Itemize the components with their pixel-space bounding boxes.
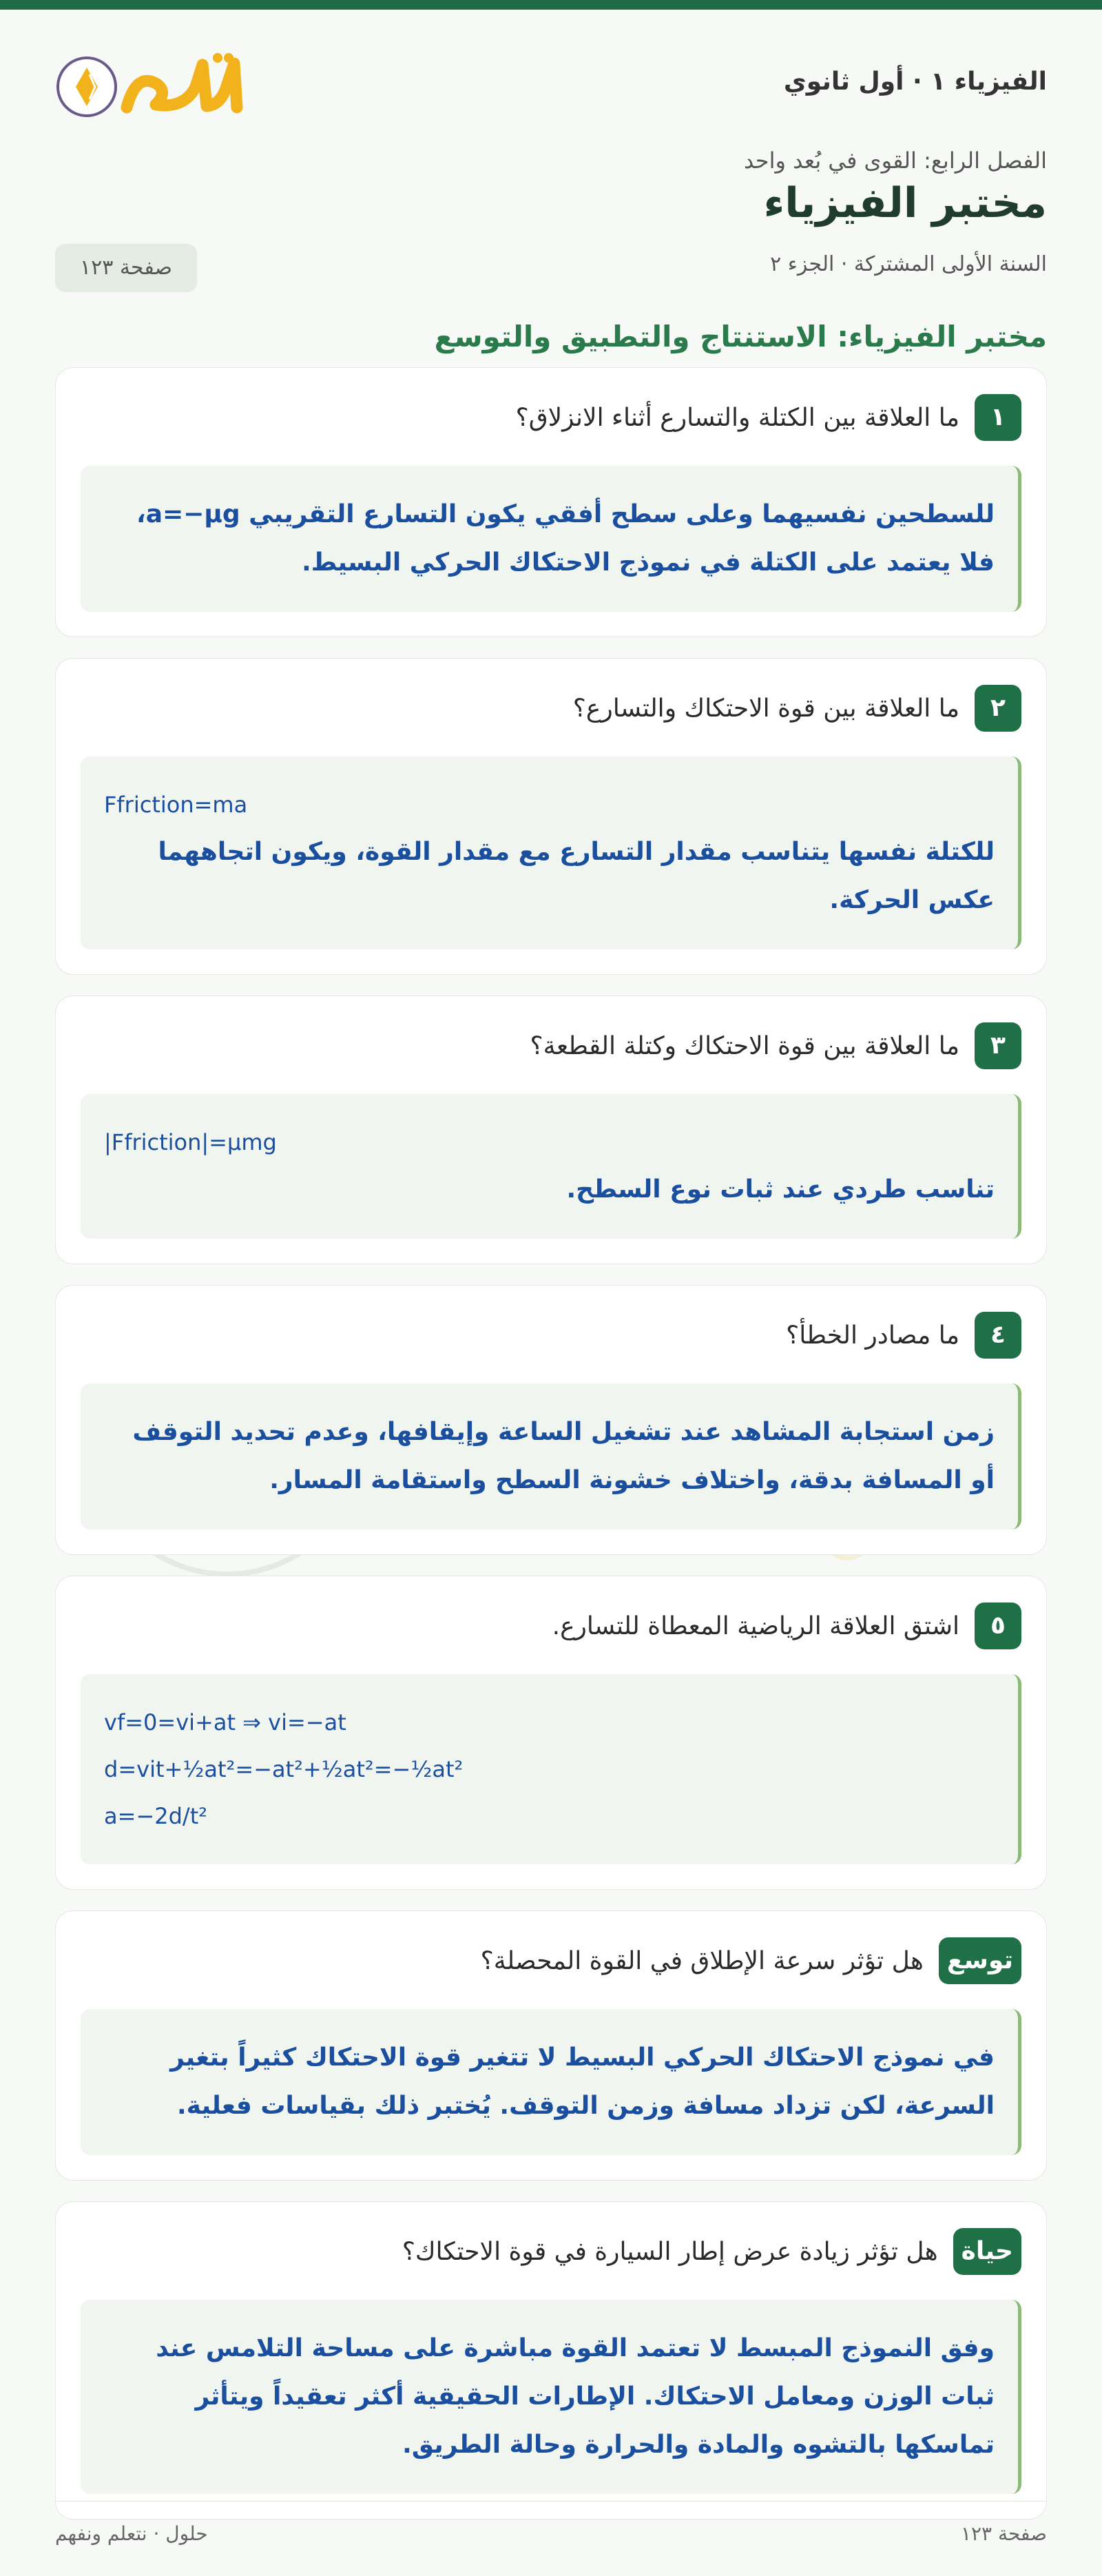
subject-title: الفيزياء ١ · أول ثانوي — [783, 68, 1047, 96]
question-number-badge: ٣ — [975, 1022, 1021, 1069]
question-number-badge: ٥ — [975, 1603, 1021, 1649]
section-title: مختبر الفيزياء: الاستنتاج والتطبيق والتوسع — [434, 320, 1047, 353]
question-card — [55, 367, 1047, 637]
answer-box — [81, 2009, 1021, 2155]
footer-page-number: صفحة ١٢٣ — [960, 2522, 1047, 2545]
answer-box — [81, 2300, 1021, 2494]
answer-text: للكتلة نفسها يتناسب مقدار التسارع مع مقدار القوة، ويكون اتجاههما عكس الحركة. — [158, 838, 995, 914]
question-card — [55, 1576, 1047, 1890]
page-title: مختبر الفيزياء — [763, 179, 1047, 227]
hulul-logo[interactable] — [55, 44, 248, 127]
chapter-title: الفصل الرابع: القوى في بُعد واحد — [743, 147, 1047, 174]
answer-box — [81, 1383, 1021, 1529]
formula-line: d=vit+½at²=−at²+½at²=−½at² — [104, 1756, 464, 1782]
question-number-badge: ٤ — [975, 1312, 1021, 1359]
answer-text: في نموذج الاحتكاك الحركي البسيط لا تتغير قوة الاحتكاك كثيراً بتغير السرعة، لكن تزداد مسافة وزمن التوقف. يُختبر ذلك بقياسات فعلية. — [170, 2043, 995, 2120]
question-text: اشتق العلاقة الرياضية المعطاة للتسارع. — [552, 1611, 959, 1640]
question-text: ما العلاقة بين الكتلة والتسارع أثناء الانزلاق؟ — [515, 403, 959, 432]
footer-brand: حلول · نتعلم ونفهم — [55, 2522, 208, 2545]
question-text: هل تؤثر سرعة الإطلاق في القوة المحصلة؟ — [480, 1946, 924, 1975]
answer-box — [81, 1674, 1021, 1864]
answer-text: للسطحين نفسيهما وعلى سطح أفقي يكون التسارع التقريبي a=−μg، فلا يعتمد على الكتلة في نموذج الاحتكاك الحركي البسيط. — [136, 500, 995, 577]
page-number-chip: صفحة ١٢٣ — [55, 244, 197, 292]
question-card — [55, 1285, 1047, 1555]
question-text: ما مصادر الخطأ؟ — [786, 1321, 959, 1350]
formula-line: Ffriction=ma — [104, 792, 248, 818]
page-footer — [55, 2501, 1047, 2545]
answer-box — [81, 466, 1021, 612]
formula-line: a=−2d/t² — [104, 1803, 208, 1829]
formula-line: |Ffriction|=μmg — [104, 1129, 277, 1155]
answer-box — [81, 1094, 1021, 1239]
question-card — [55, 2201, 1047, 2520]
formula-line: vf=0=vi+at ⇒ vi=−at — [104, 1709, 346, 1735]
answer-text: وفق النموذج المبسط لا تعتمد القوة مباشرة على مساحة التلامس عند ثبات الوزن ومعامل الاحتكاك. الإطارات الحقيقية أكثر تعقيداً ويتأثر تماسكها بالتشوه والمادة والحرارة وحالة الطريق. — [156, 2334, 995, 2459]
page-content — [55, 10, 1047, 2540]
top-accent-bar — [0, 0, 1102, 10]
question-number-badge: ١ — [975, 394, 1021, 441]
answer-text: زمن استجابة المشاهد عند تشغيل الساعة وإيقافها، وعدم تحديد التوقف أو المسافة بدقة، واختلاف خشونة السطح واستقامة المسار. — [132, 1418, 995, 1494]
life-badge: حياة — [953, 2228, 1021, 2275]
question-text: هل تؤثر زيادة عرض إطار السيارة في قوة الاحتكاك؟ — [402, 2237, 938, 2266]
question-card — [55, 658, 1047, 975]
meta-info: السنة الأولى المشتركة · الجزء ٢ — [770, 252, 1047, 276]
answer-text: تناسب طردي عند ثبات نوع السطح. — [566, 1175, 995, 1204]
question-number-badge: ٢ — [975, 685, 1021, 732]
question-text: ما العلاقة بين قوة الاحتكاك والتسارع؟ — [572, 694, 959, 723]
question-card — [55, 1910, 1047, 2181]
question-card — [55, 996, 1047, 1264]
page-header — [55, 10, 1047, 147]
meta-row — [55, 244, 1047, 292]
answer-box — [81, 756, 1021, 949]
extension-badge: توسع — [939, 1937, 1021, 1984]
question-text: ما العلاقة بين قوة الاحتكاك وكتلة القطعة؟ — [530, 1031, 959, 1060]
